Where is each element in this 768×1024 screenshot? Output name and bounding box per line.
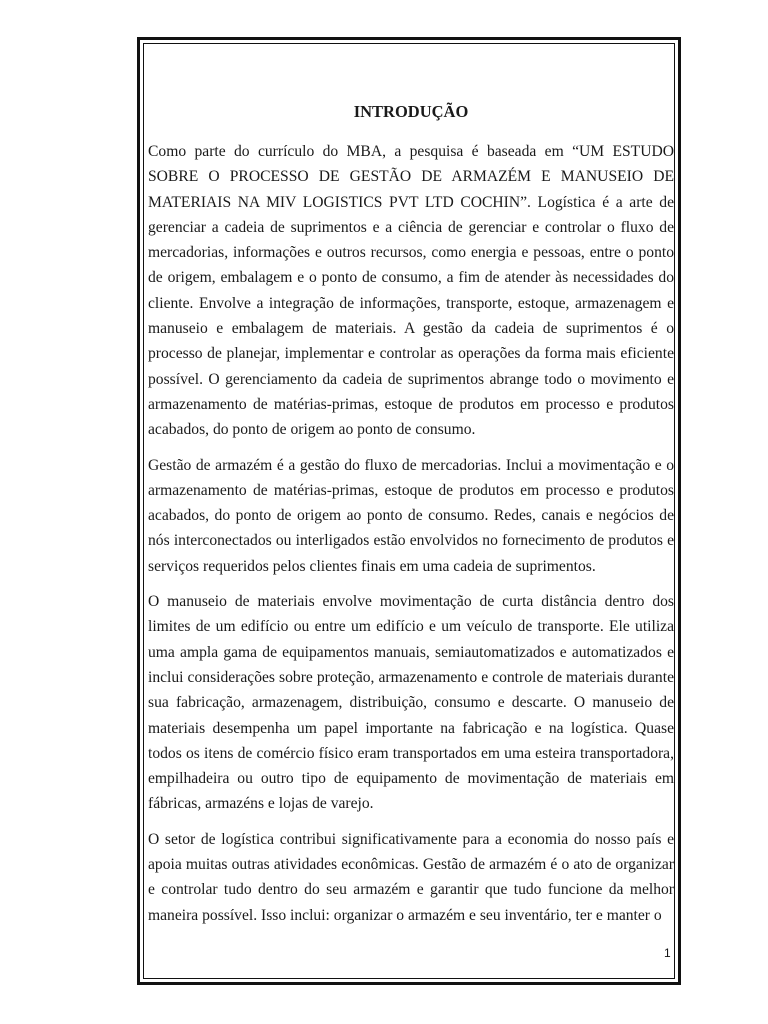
paragraph-4: O setor de logística contribui significativamente para a economia do nosso país e apoia muitas outras atividades econômicas. Gestão de armazém é o ato de organizar e controlar tudo dentro do seu armazém e garantir que tudo funcione da melhor maneira possível. Isso inclui: organizar o armazém e seu inventário, ter e manter o <box>148 830 674 924</box>
section-title: INTRODUÇÃO <box>353 102 469 121</box>
page-number: 1 <box>664 946 671 960</box>
document-body <box>148 96 674 938</box>
paragraph-3: O manuseio de materiais envolve movimentação de curta distância dentro dos limites de um edifício ou entre um edifício e um veículo de transporte. Ele utiliza uma ampla gama de equipamentos manuais, semiautomatizados e automatizados e inclui considerações sobre proteção, armazenamento e controle de materiais durante sua fabricação, armazenagem, distribuição, consumo e descarte. O manuseio de materiais desempenha um papel importante na fabricação e na logística. Quase todos os itens de comércio físico eram transportados em uma esteira transportadora, empilhadeira ou outro tipo de equipamento de movimentação de materiais em fábricas, armazéns e lojas de varejo. <box>148 593 674 813</box>
paragraph-2: Gestão de armazém é a gestão do fluxo de mercadorias. Inclui a movimentação e o armazenamento de matérias-primas, estoque de produtos em processo e produtos acabados, do ponto de origem ao ponto de consumo. Redes, canais e negócios de nós interconectados ou interligados estão envolvidos no fornecimento de produtos e serviços requeridos pelos clientes finais em uma cadeia de suprimentos. <box>148 456 674 575</box>
paragraph-1: Como parte do currículo do MBA, a pesquisa é baseada em “UM ESTUDO SOBRE O PROCESSO DE GESTÃO DE ARMAZÉM E MANUSEIO DE MATERIAIS NA MIV LOGISTICS PVT LTD COCHIN”. Logística é a arte de gerenciar a cadeia de suprimentos e a ciência de gerenciar e controlar o fluxo de mercadorias, informações e outros recursos, como energia e pessoas, entre o ponto de origem, embalagem e o ponto de consumo, a fim de atender às necessidades do cliente. Envolve a integração de informações, transporte, estoque, armazenagem e manuseio e embalagem de materiais. A gestão da cadeia de suprimentos é o processo de planejar, implementar e controlar as operações da forma mais eficiente possível. O gerenciamento da cadeia de suprimentos abrange todo o movimento e armazenamento de matérias-primas, estoque de produtos em processo e produtos acabados, do ponto de origem ao ponto de consumo. <box>148 143 674 439</box>
